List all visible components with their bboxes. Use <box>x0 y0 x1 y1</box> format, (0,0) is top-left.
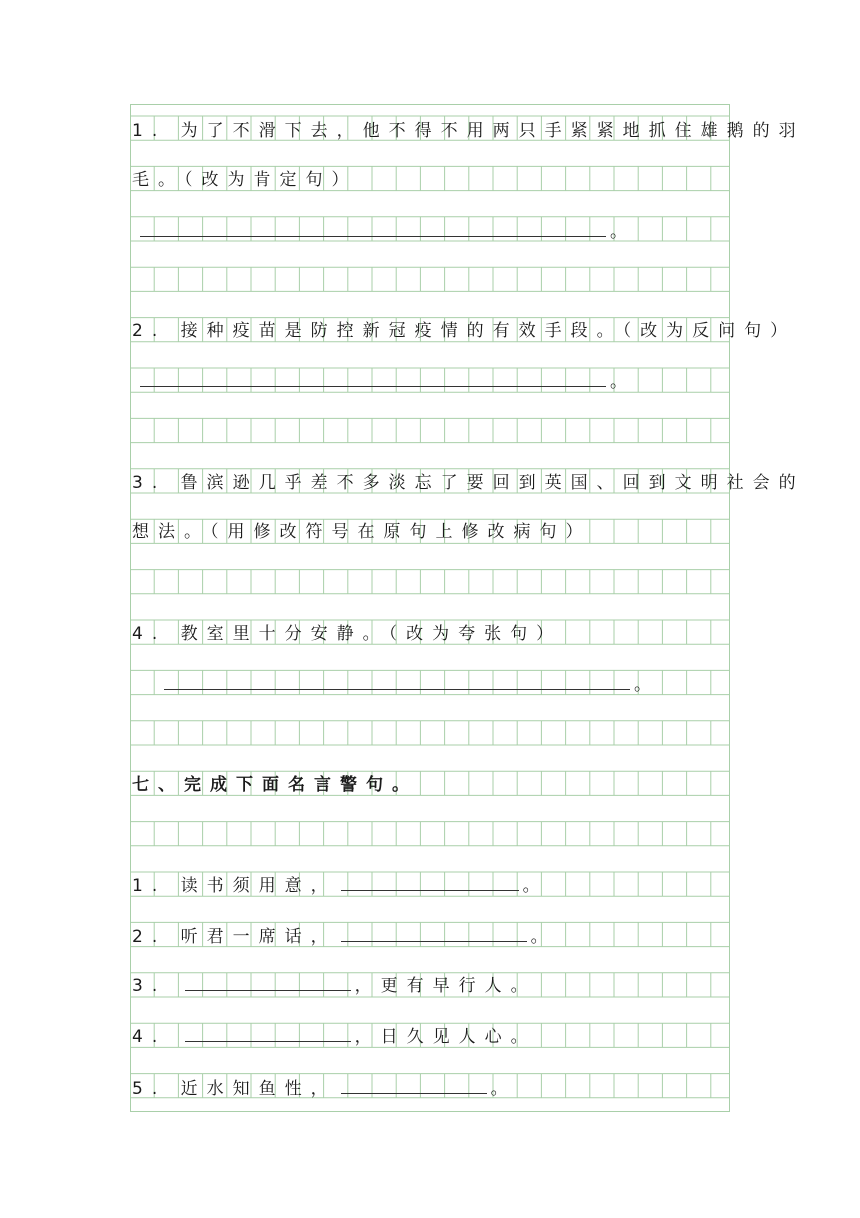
answer-line-1[interactable] <box>136 222 636 242</box>
section-seven-heading: 七、完成下面名言警句。 <box>132 775 418 795</box>
answer-line-4-end: 。 <box>634 675 660 695</box>
answer-line-4[interactable] <box>160 675 660 695</box>
proverb-3-start: 3. <box>132 976 181 996</box>
proverb-5-start: 5. 近水知鱼性， <box>132 1079 337 1099</box>
answer-line-1-blank[interactable] <box>140 222 606 237</box>
proverb-1-start: 1. 读书须用意， <box>132 876 337 896</box>
proverb-4-start: 4. <box>132 1027 181 1047</box>
question-3-line-2: 想法。（用修改符号在原句上修改病句） <box>132 522 592 542</box>
proverb-2-end: 。 <box>530 927 557 947</box>
proverb-5-end: 。 <box>490 1079 517 1099</box>
proverb-2-start: 2. 听君一席话， <box>132 927 337 947</box>
proverb-3-end: ，更有早行人。 <box>354 976 537 996</box>
proverb-3-blank[interactable] <box>185 976 351 991</box>
grid-paper <box>130 104 730 1112</box>
proverb-3 <box>132 976 537 996</box>
answer-line-2-end: 。 <box>610 372 636 392</box>
proverb-1-end: 。 <box>522 876 549 896</box>
question-4: 4. 教室里十分安静。（改为夸张句） <box>132 624 563 644</box>
proverb-2-blank[interactable] <box>341 927 527 942</box>
proverb-5 <box>132 1079 517 1099</box>
proverb-1-blank[interactable] <box>341 876 519 891</box>
question-1-line-2: 毛。（改为肯定句） <box>132 170 358 190</box>
question-1-line-1: 1. 为了不滑下去，他不得不用两只手紧紧地抓住雄鹅的羽 <box>132 121 805 141</box>
question-3-line-1: 3. 鲁滨逊几乎差不多淡忘了要回到英国、回到文明社会的 <box>132 473 805 493</box>
proverb-4 <box>132 1027 537 1047</box>
proverb-4-end: ，日久见人心。 <box>354 1027 537 1047</box>
proverb-4-blank[interactable] <box>185 1027 351 1042</box>
answer-line-4-blank[interactable] <box>164 675 630 690</box>
proverb-5-blank[interactable] <box>341 1079 487 1094</box>
proverb-1 <box>132 876 549 896</box>
proverb-2 <box>132 927 557 947</box>
answer-line-2[interactable] <box>136 372 636 392</box>
question-2: 2. 接种疫苗是防控新冠疫情的有效手段。（改为反问句） <box>132 321 797 341</box>
answer-line-2-blank[interactable] <box>140 372 606 387</box>
answer-line-1-end: 。 <box>610 222 636 242</box>
